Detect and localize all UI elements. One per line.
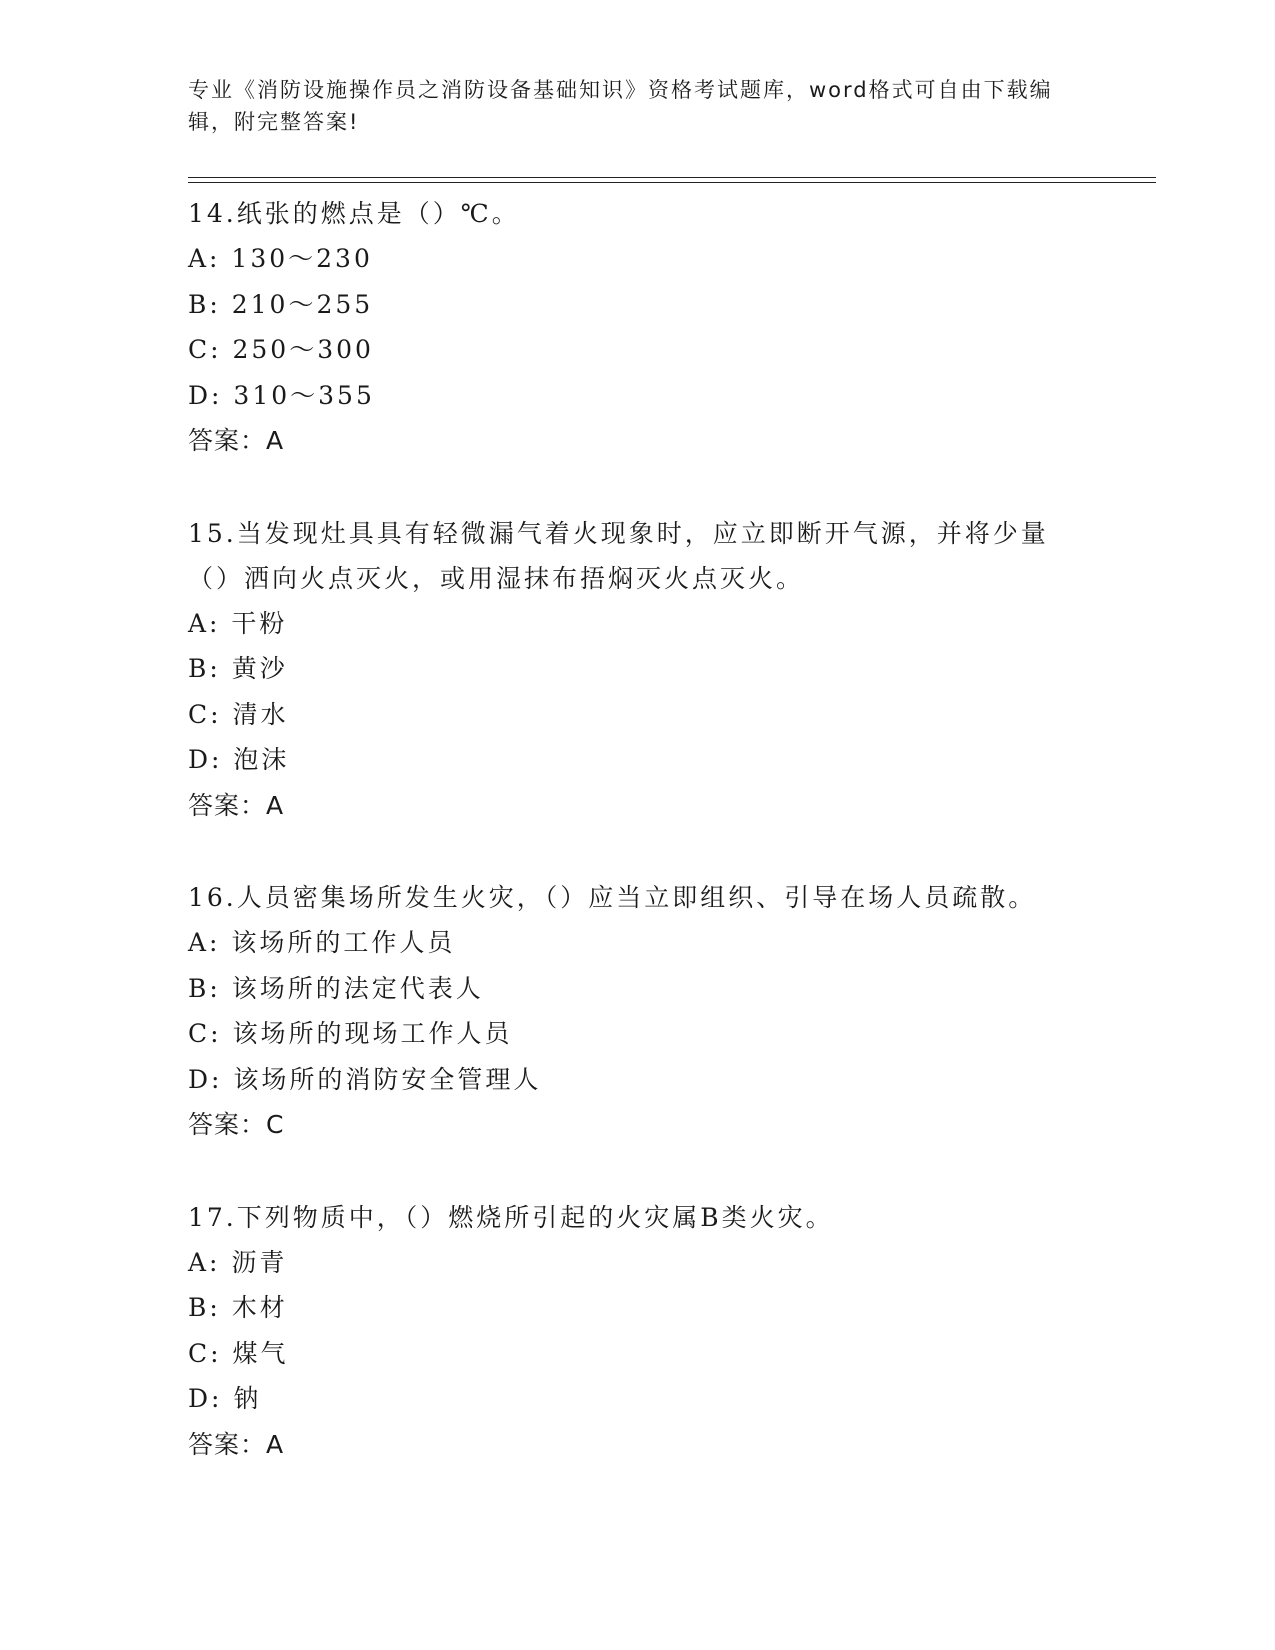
question-14 xyxy=(188,191,1088,464)
header-divider-top xyxy=(188,177,1156,178)
question-stem: 17.下列物质中，（）燃烧所引起的火灾属B类火灾。 xyxy=(188,1202,834,1232)
option-a: A: 沥青 xyxy=(188,1247,288,1277)
question-stem: 15.当发现灶具具有轻微漏气着火现象时，应立即断开气源，并将少量（）洒向火点灭火，或用湿抹布捂焖灭火点灭火。 xyxy=(188,518,1049,593)
option-b: B: 210～255 xyxy=(188,289,374,319)
option-d: D: 泡沫 xyxy=(188,745,290,774)
option-c: C: 清水 xyxy=(188,699,289,729)
option-a: A: 该场所的工作人员 xyxy=(188,928,456,957)
answer: 答案：A xyxy=(188,790,285,820)
option-a: A: 130～230 xyxy=(188,244,373,273)
question-15 xyxy=(188,511,1088,829)
option-c: C: 250～300 xyxy=(188,335,374,364)
option-c: C: 煤气 xyxy=(188,1338,289,1368)
document-header: 专业《消防设施操作员之消防设备基础知识》资格考试题库，word格式可自由下载编辑，附完整答案! xyxy=(188,78,1053,134)
option-d: D: 钠 xyxy=(188,1384,262,1413)
option-b: B: 该场所的法定代表人 xyxy=(188,973,484,1003)
question-list xyxy=(188,191,1088,1514)
question-stem: 16.人员密集场所发生火灾，（）应当立即组织、引导在场人员疏散。 xyxy=(188,883,1037,912)
header-divider-bottom xyxy=(188,182,1156,183)
question-16 xyxy=(188,875,1088,1148)
option-b: B: 黄沙 xyxy=(188,654,288,683)
answer: 答案：A xyxy=(188,426,285,455)
option-c: C: 该场所的现场工作人员 xyxy=(188,1019,513,1048)
question-17 xyxy=(188,1195,1088,1468)
answer: 答案：C xyxy=(188,1110,285,1139)
option-d: D: 310～355 xyxy=(188,380,375,410)
answer: 答案：A xyxy=(188,1429,285,1459)
option-a: A: 干粉 xyxy=(188,608,288,638)
option-d: D: 该场所的消防安全管理人 xyxy=(188,1064,542,1094)
option-b: B: 木材 xyxy=(188,1293,288,1322)
question-stem: 14.纸张的燃点是（）℃。 xyxy=(188,199,520,228)
